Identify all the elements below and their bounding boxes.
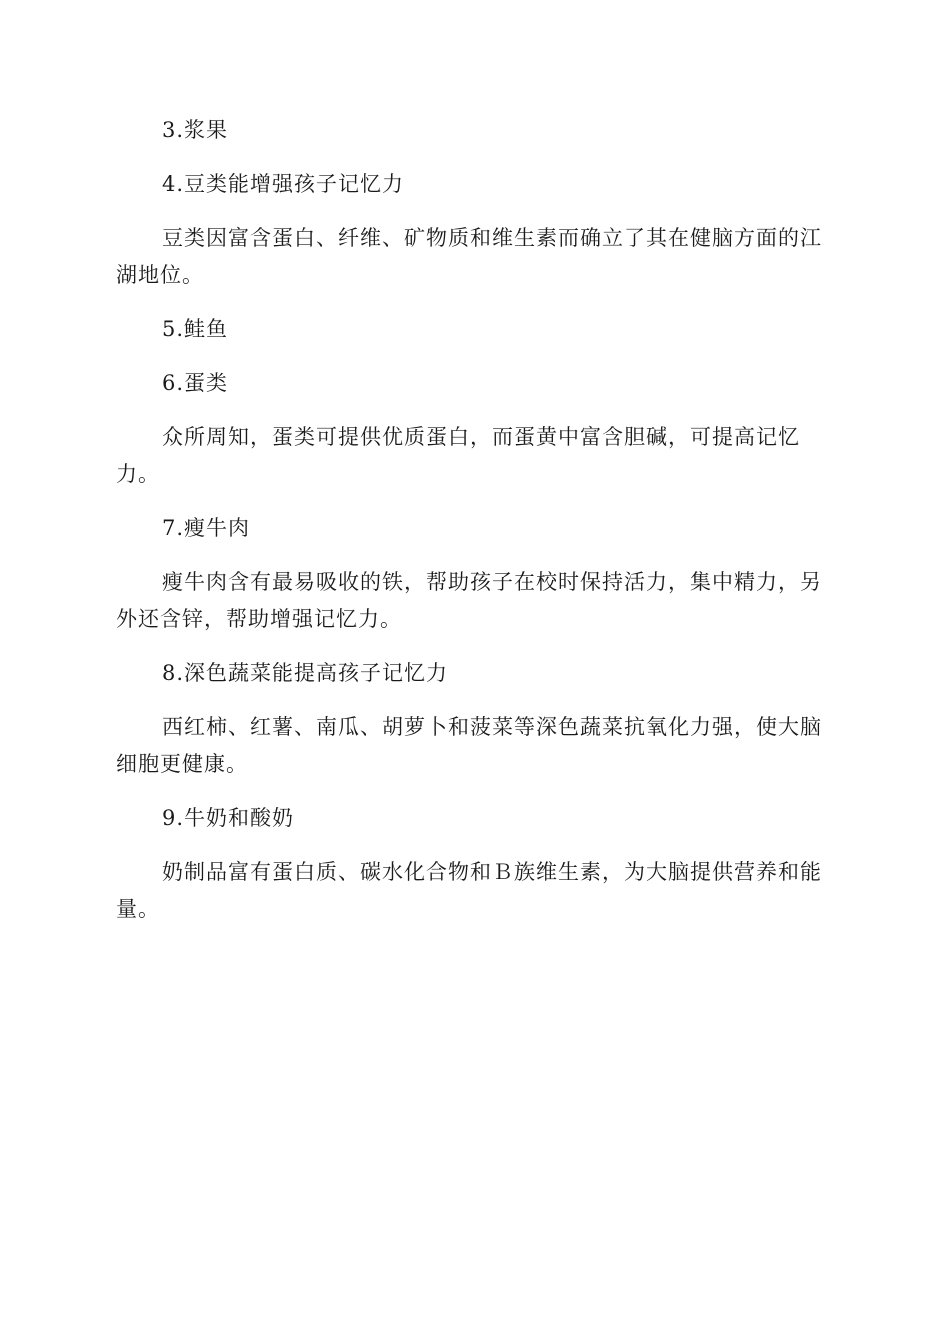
section-heading-milk-yogurt: 9.牛奶和酸奶: [162, 806, 295, 830]
section-heading-salmon: 5.鲑鱼: [162, 317, 229, 341]
paragraph-beans: 豆类因富含蛋白、纤维、矿物质和维生素而确立了其在健脑方面的江湖地位。: [116, 226, 822, 287]
paragraph-milk-yogurt: 奶制品富有蛋白质、碳水化合物和Ｂ族维生素，为大脑提供营养和能量。: [116, 860, 822, 921]
section-heading-berries: 3.浆果: [162, 118, 229, 142]
section-heading-lean-beef: 7.瘦牛肉: [162, 516, 251, 540]
paragraph-dark-vegetables: 西红柿、红薯、南瓜、胡萝卜和菠菜等深色蔬菜抗氧化力强，使大脑细胞更健康。: [116, 715, 822, 776]
section-heading-eggs: 6.蛋类: [162, 371, 229, 395]
document-body: [116, 112, 834, 945]
section-heading-dark-vegetables: 8.深色蔬菜能提高孩子记忆力: [162, 661, 449, 685]
paragraph-eggs: 众所周知，蛋类可提供优质蛋白，而蛋黄中富含胆碱，可提高记忆力。: [116, 425, 800, 486]
section-heading-beans: 4.豆类能增强孩子记忆力: [162, 172, 405, 196]
paragraph-lean-beef: 瘦牛肉含有最易吸收的铁，帮助孩子在校时保持活力，集中精力，另外还含锌，帮助增强记忆力。: [116, 570, 822, 631]
